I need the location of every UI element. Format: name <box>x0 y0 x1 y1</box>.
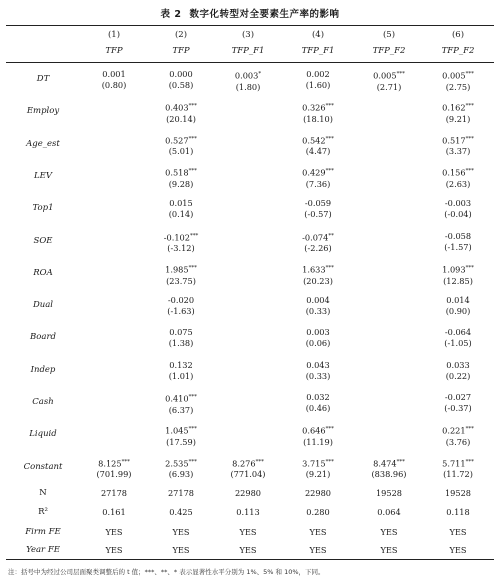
t-statistic: (2.63) <box>445 178 471 189</box>
significance-stars: *** <box>465 458 474 465</box>
coefficient-cell <box>148 69 214 91</box>
coefficient-cell <box>215 69 281 93</box>
coefficient-cell <box>285 101 351 125</box>
coefficient-value: 0.002 <box>306 69 330 79</box>
coefficient-value: 0.410*** <box>165 393 197 404</box>
column-dependent-variable: TFP_F1 <box>301 46 335 56</box>
t-statistic: (-1.57) <box>444 241 472 252</box>
column-number: (1) <box>107 30 121 40</box>
statistic-value: YES <box>380 545 398 555</box>
t-statistic: (701.99) <box>96 469 132 480</box>
coefficient-cell <box>425 327 491 349</box>
t-statistic: (9.21) <box>445 114 471 125</box>
t-statistic: (0.06) <box>305 338 331 349</box>
significance-stars: *** <box>188 167 197 174</box>
t-statistic: (-1.63) <box>167 306 195 317</box>
t-statistic: (3.37) <box>445 146 471 157</box>
variable-label: Liquid <box>29 429 57 440</box>
coefficient-cell <box>81 457 147 481</box>
coefficient-value: 0.162*** <box>442 103 474 114</box>
significance-stars: *** <box>325 135 334 142</box>
t-statistic: (0.46) <box>305 403 331 413</box>
significance-stars: * <box>258 71 262 77</box>
t-statistic: (-3.12) <box>167 243 195 254</box>
coefficient-value: 0.014 <box>446 295 470 306</box>
coefficient-cell <box>285 392 351 414</box>
bottom-rule <box>6 559 494 560</box>
coefficient-cell <box>356 69 422 93</box>
coefficient-cell <box>425 166 491 190</box>
significance-stars: *** <box>188 394 197 400</box>
t-statistic: (0.58) <box>168 80 194 90</box>
coefficient-cell <box>81 69 147 91</box>
variable-label: Dual <box>32 300 54 311</box>
coefficient-value: 8.276*** <box>232 458 264 469</box>
coefficient-value: 0.001 <box>102 69 126 79</box>
variable-label: Age_est <box>26 138 60 149</box>
significance-stars: *** <box>325 167 334 174</box>
coefficient-value: 0.000 <box>169 69 193 79</box>
variable-label: Constant <box>23 461 63 472</box>
coefficient-value: 0.326*** <box>302 103 334 114</box>
t-statistic: (0.80) <box>101 80 127 90</box>
table-number: 表 2 <box>160 9 182 20</box>
coefficient-value: 0.075 <box>169 327 193 338</box>
significance-stars: *** <box>465 103 474 110</box>
significance-stars: *** <box>325 103 334 110</box>
statistic-value: 19528 <box>375 488 403 498</box>
coefficient-value: 0.015 <box>169 198 193 209</box>
significance-stars: *** <box>465 135 474 142</box>
coefficient-value: 0.403*** <box>165 103 197 114</box>
t-statistic: (0.90) <box>445 306 471 317</box>
statistic-label: Year FE <box>26 545 60 555</box>
coefficient-cell <box>148 327 214 349</box>
coefficient-cell <box>285 166 351 190</box>
coefficient-cell <box>425 198 491 220</box>
coefficient-value: 0.156*** <box>442 167 474 178</box>
statistic-value: 22980 <box>304 488 332 498</box>
coefficient-cell <box>425 392 491 414</box>
coefficient-value: -0.027 <box>444 392 472 402</box>
column-dependent-variable: TFP_F2 <box>441 46 475 56</box>
coefficient-value: 0.003* <box>234 70 262 81</box>
significance-stars: *** <box>396 458 405 465</box>
t-statistic: (0.33) <box>305 306 331 317</box>
coefficient-value: 3.715*** <box>302 458 334 469</box>
statistic-value: 22980 <box>234 488 262 498</box>
significance-stars: ** <box>328 232 334 239</box>
t-statistic: (1.60) <box>305 80 331 90</box>
coefficient-value: -0.003 <box>444 198 472 209</box>
coefficient-cell <box>148 295 214 317</box>
statistic-value: 0.113 <box>236 507 260 517</box>
t-statistic: (0.14) <box>168 209 194 220</box>
coefficient-cell <box>148 101 214 125</box>
coefficient-value: 0.032 <box>306 392 330 402</box>
variable-label: SOE <box>33 235 53 246</box>
t-statistic: (12.85) <box>443 275 473 286</box>
statistic-value: YES <box>172 545 190 555</box>
column-dependent-variable: TFP_F2 <box>372 46 406 56</box>
coefficient-cell <box>148 457 214 481</box>
variable-label: Top1 <box>32 203 54 214</box>
statistic-value: 0.161 <box>102 507 126 517</box>
variable-label: Indep <box>30 364 56 375</box>
t-statistic: (-0.04) <box>444 209 472 220</box>
coefficient-value: -0.059 <box>304 198 332 209</box>
coefficient-value: 0.004 <box>306 295 330 306</box>
significance-stars: *** <box>255 458 264 465</box>
coefficient-value: 0.033 <box>446 359 470 370</box>
coefficient-value: 1.093*** <box>442 264 474 275</box>
significance-stars: *** <box>121 458 130 465</box>
coefficient-cell <box>425 263 491 287</box>
coefficient-cell <box>356 457 422 481</box>
t-statistic: (2.75) <box>445 81 471 92</box>
coefficient-cell <box>285 198 351 220</box>
statistic-value: 0.280 <box>306 507 330 517</box>
coefficient-value: -0.074** <box>302 232 334 243</box>
statistic-value: YES <box>105 527 123 537</box>
statistic-value: 19528 <box>444 488 472 498</box>
t-statistic: (7.36) <box>305 178 331 189</box>
coefficient-cell <box>215 457 281 481</box>
t-statistic: (20.14) <box>166 114 196 125</box>
t-statistic: (1.80) <box>235 81 261 92</box>
coefficient-value: 0.517*** <box>442 135 474 146</box>
coefficient-value: 1.985*** <box>165 264 197 275</box>
t-statistic: (3.76) <box>445 437 471 448</box>
coefficient-value: -0.058 <box>444 230 472 241</box>
coefficient-cell <box>425 360 491 382</box>
coefficient-value: 8.474*** <box>373 458 405 469</box>
statistic-value: 0.064 <box>377 507 401 517</box>
significance-stars: *** <box>465 167 474 174</box>
variable-label: Board <box>30 332 56 343</box>
significance-stars: *** <box>325 426 334 433</box>
significance-stars: *** <box>465 426 474 433</box>
significance-stars: *** <box>325 458 334 465</box>
t-statistic: (6.93) <box>168 469 194 480</box>
coefficient-cell <box>148 424 214 448</box>
coefficient-cell <box>285 231 351 255</box>
coefficient-value: 0.646*** <box>302 426 334 437</box>
coefficient-cell <box>425 231 491 253</box>
column-number: (6) <box>451 30 465 40</box>
significance-stars: *** <box>188 458 197 465</box>
significance-stars: *** <box>325 264 334 271</box>
coefficient-cell <box>425 134 491 158</box>
statistic-value: 27178 <box>100 488 128 498</box>
coefficient-value: -0.102*** <box>163 232 199 243</box>
coefficient-value: 0.429*** <box>302 167 334 178</box>
t-statistic: (9.28) <box>168 178 194 189</box>
statistic-value: YES <box>105 545 123 555</box>
coefficient-cell <box>285 457 351 481</box>
statistic-value: YES <box>172 527 190 537</box>
coefficient-cell <box>285 327 351 349</box>
variable-label: DT <box>36 74 50 84</box>
t-statistic: (20.23) <box>303 275 333 286</box>
t-statistic: (23.75) <box>166 275 196 286</box>
t-statistic: (0.22) <box>445 370 471 381</box>
statistic-label: Firm FE <box>25 527 61 537</box>
t-statistic: (-2.26) <box>304 243 332 254</box>
statistic-value: YES <box>309 527 327 537</box>
coefficient-value: 8.125*** <box>98 458 130 469</box>
column-dependent-variable: TFP_F1 <box>231 46 265 56</box>
coefficient-cell <box>425 69 491 93</box>
column-dependent-variable: TFP <box>172 46 190 56</box>
t-statistic: (6.37) <box>168 404 194 415</box>
coefficient-value: 5.711*** <box>442 458 474 469</box>
coefficient-value: 0.518*** <box>165 167 197 178</box>
coefficient-cell <box>425 424 491 448</box>
t-statistic: (17.59) <box>166 437 196 448</box>
significance-stars: *** <box>188 264 197 271</box>
coefficient-cell <box>285 134 351 158</box>
coefficient-cell <box>285 69 351 91</box>
significance-stars: *** <box>465 71 474 77</box>
statistic-value: YES <box>239 527 257 537</box>
variable-label: Cash <box>32 397 54 407</box>
coefficient-value: 0.005*** <box>373 70 405 81</box>
statistic-value: 0.425 <box>169 507 193 517</box>
significance-stars: *** <box>189 232 199 239</box>
coefficient-value: 0.527*** <box>165 135 197 146</box>
header-rule <box>6 62 494 63</box>
coefficient-cell <box>285 424 351 448</box>
significance-stars: *** <box>188 135 197 142</box>
t-statistic: (0.33) <box>305 370 331 381</box>
coefficient-value: 0.132 <box>169 359 193 370</box>
t-statistic: (2.71) <box>376 81 402 92</box>
coefficient-cell <box>425 457 491 481</box>
variable-label: LEV <box>34 170 52 181</box>
coefficient-value: 0.221*** <box>442 426 474 437</box>
table-title <box>0 6 500 20</box>
significance-stars: *** <box>396 71 405 77</box>
statistic-value: YES <box>380 527 398 537</box>
column-number: (2) <box>174 30 188 40</box>
t-statistic: (1.38) <box>168 338 194 349</box>
t-statistic: (771.04) <box>230 469 266 480</box>
variable-label: ROA <box>33 267 53 278</box>
coefficient-cell <box>148 263 214 287</box>
statistic-value: 0.118 <box>446 507 470 517</box>
t-statistic: (5.01) <box>168 146 194 157</box>
t-statistic: (-0.37) <box>444 403 472 413</box>
coefficient-cell <box>148 360 214 382</box>
coefficient-value: 0.542*** <box>302 135 334 146</box>
coefficient-cell <box>425 101 491 125</box>
coefficient-cell <box>285 295 351 317</box>
variable-label: Employ <box>26 106 60 117</box>
t-statistic: (838.96) <box>371 469 407 480</box>
coefficient-cell <box>285 360 351 382</box>
statistic-value: 27178 <box>167 488 195 498</box>
statistic-value: YES <box>309 545 327 555</box>
coefficient-cell <box>148 231 214 255</box>
column-number: (4) <box>311 30 325 40</box>
statistic-value: YES <box>449 527 467 537</box>
coefficient-value: 2.535*** <box>165 458 197 469</box>
table-note: 注：括号中为经过公司层面聚类调整后的 t 值；***、**、* 表示显著性水平分别为 1%、5% 和 10%，下同。 <box>8 568 325 576</box>
coefficient-value: 0.005*** <box>442 70 474 81</box>
column-number: (5) <box>382 30 396 40</box>
t-statistic: (9.21) <box>305 469 331 480</box>
t-statistic: (1.01) <box>168 370 194 381</box>
top-rule <box>6 25 494 26</box>
t-statistic: (11.72) <box>443 469 473 480</box>
significance-stars: *** <box>188 103 197 110</box>
table-caption: 数字化转型对全要素生产率的影响 <box>189 9 340 20</box>
coefficient-value: 0.003 <box>306 327 330 338</box>
t-statistic: (11.19) <box>303 437 333 448</box>
statistic-label: R² <box>38 507 48 517</box>
coefficient-cell <box>285 263 351 287</box>
statistic-value: YES <box>449 545 467 555</box>
t-statistic: (4.47) <box>305 146 331 157</box>
coefficient-value: 0.043 <box>306 359 330 370</box>
column-dependent-variable: TFP <box>105 46 123 56</box>
t-statistic: (18.10) <box>303 114 333 125</box>
coefficient-value: 1.045*** <box>165 426 197 437</box>
coefficient-value: -0.020 <box>167 295 195 306</box>
t-statistic: (-1.05) <box>444 338 472 349</box>
coefficient-value: -0.064 <box>444 327 472 338</box>
column-number: (3) <box>241 30 255 40</box>
significance-stars: *** <box>465 264 474 271</box>
coefficient-cell <box>148 198 214 220</box>
t-statistic: (-0.57) <box>304 209 332 220</box>
statistic-value: YES <box>239 545 257 555</box>
coefficient-cell <box>148 392 214 416</box>
coefficient-cell <box>425 295 491 317</box>
coefficient-cell <box>148 166 214 190</box>
coefficient-value: 1.633*** <box>302 264 334 275</box>
significance-stars: *** <box>188 426 197 433</box>
coefficient-cell <box>148 134 214 158</box>
statistic-label: N <box>39 488 47 498</box>
